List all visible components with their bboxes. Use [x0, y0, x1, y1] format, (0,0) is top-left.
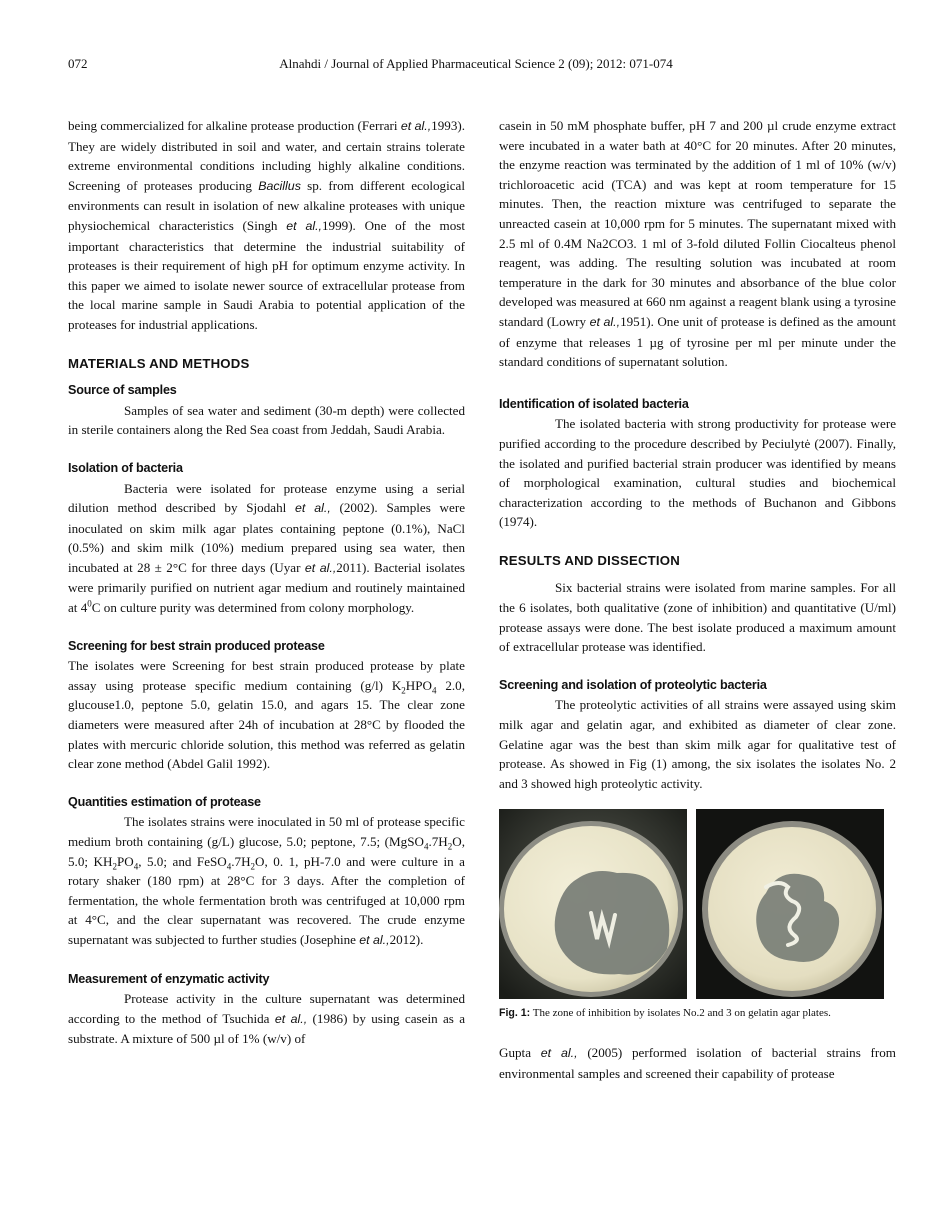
enzyme-assay-paragraph: casein in 50 mM phosphate buffer, pH 7 and 200 µl crude enzyme extract were incubated in a water bath at 40°C for 20 minutes. After 20 minutes, the enzyme reaction was terminated by the addition of 1 ml of 10% (w/v) trichloroacetic acid (TCA) and was kept at room temperature for 15 minutes. Then, the reaction mixture was centrifuged to separate the unreacted casein at 10,000 rpm for 5 minutes. The supernatant mixed with 2.5 ml of 0.4M Na2CO3. 1 ml of 3-fold diluted Follin Ciocalteus phenol reagent, was adding. The resulting solution was incubated at room temperature in the dark for 30 minutes and absorbance of the blue color developed was measured at 660 nm against a reagent blank using a tyrosine standard (Lowry et al.,1951). One unit of protease is defined as the amount of enzyme that releases 1 µg of tyrosine per ml per minute under the standard conditions of supernatant solution.	[499, 118, 896, 370]
source-heading: Source of samples	[68, 383, 177, 398]
isolation-paragraph: Bacteria were isolated for protease enzyme using a serial dilution method described by Sjodahl et al., (2002). Samples were inoculated on skim milk agar plates containing peptone (0.1%), NaCl (0.5%) and skim milk (10%) medium prepared using sea water, then incubated at 28 ± 2°C for three days (Uyar et al.,2011). Bacterial isolates were primarily purified on nutrient agar medium and routinely maintained at $4^0C$ on culture purity was determined from colony morphology.	[68, 480, 465, 616]
intro-paragraph: being commercialized for alkaline protease production (Ferrari et al.,1993). They are widely distributed in soil and water, and certain strains tolerate extreme environmental conditions including highly alkaline conditions. Screening of proteases producing Bacillus sp. from different ecological environments can result in isolation of new alkaline proteases with unique physiochemical characteristics (Singh et al.,1999). One of the most important characteristics that determine the industrial suitability of proteases is their requirement of high pH for optimum enzyme activity. In this paper we aimed to isolate newer source of extracellular protease from the local marine sample in Saudi Arabia to potential application of the proteases for industrial applications.	[68, 118, 465, 332]
materials-heading: MATERIALS AND METHODS	[68, 355, 250, 371]
source-paragraph: Samples of sea water and sediment (30-m depth) were collected in sterile containers along the Red Sea coast from Jeddah, Saudi Arabia.	[68, 402, 465, 438]
quantities-heading: Quantities estimation of protease	[68, 794, 261, 809]
results-paragraph: Six bacterial strains were isolated from marine samples. For all the 6 isolates, both qualitative (zone of inhibition) and quantitative (U/ml) protease assays were done. The best isolate produced a maximum amount of extracellular protease was identified.	[499, 580, 896, 655]
screening-isolation-paragraph: The proteolytic activities of all strains were assayed using skim milk agar and gelatin agar, and exhibited as diameter of clear zone. Gelatine agar was the best than skim milk agar for qualitative test of protease. As showed in Fig (1) among, the six isolates the isolates No. 2 and 3 showed high proteolytic activity.	[499, 697, 896, 791]
plate-isolate-2-image	[499, 809, 687, 999]
plate-isolate-3-image	[696, 809, 884, 999]
isolation-heading: Isolation of bacteria	[68, 460, 183, 475]
screening-isolation-heading: Screening and isolation of proteolytic bacteria	[499, 677, 767, 692]
quantities-paragraph: The isolates strains were inoculated in 50 ml of protease specific medium broth containing (g/L) glucose, 5.0; peptone, 7.5; ($MgSO_4.7H_2O$, 5.0; $KH_2PO_4$, 5.0; and $FeSO_4.7H_2O$, 0. 1, pH-7.0 and were culture in a rotary shaker (180 rpm) at 28°C for 3 days. After the completion of fermentation, the whole fermentation broth was centrifuged at 10,000 rpm at 4°C, and the clear supernatant was recovered. The crude enzyme supernatant was subjected to further studies (Josephine et al.,2012).	[68, 814, 465, 947]
results-heading: RESULTS AND DISSECTION	[499, 552, 680, 568]
figure-1	[499, 809, 896, 999]
screening-paragraph: The isolates were Screening for best strain produced protease by plate assay using protease specific medium containing (g/l) $K_2HPO_4$ 2.0, glucouse1.0, peptone 5.0, gelatin 15.0, and agars 15. The clear zone diameters were measured after 24h of incubation at 28°C by flooded the plates with mercuric chloride solution, this method was referred as gelatin clear zone method (Abdel Galil 1992).	[68, 658, 466, 772]
left-column	[68, 116, 465, 1049]
right-column	[499, 116, 896, 1083]
screening-heading: Screening for best strain produced protease	[68, 638, 325, 653]
identification-paragraph: The isolated bacteria with strong productivity for protease were purified according to the procedure described by Peciulytė (2007). Finally, the isolated and purified bacterial strain producer was identified by means of morphological examination, cultural studies and biochemical characterization according to the methods of Buchanon and Gibbons (1974).	[499, 416, 896, 530]
page-number: 072	[68, 56, 88, 71]
running-header: Alnahdi / Journal of Applied Pharmaceutical Science 2 (09); 2012: 071-074	[279, 56, 673, 71]
gupta-paragraph: Gupta et al., (2005) performed isolation of bacterial strains from environmental samples and screened their capability of protease	[499, 1045, 896, 1081]
measurement-paragraph: Protease activity in the culture supernatant was determined according to the method of Tsuchida et al., (1986) by using casein as a substrate. A mixture of 500 µl of 1% (w/v) of	[68, 991, 466, 1047]
measurement-heading: Measurement of enzymatic activity	[68, 971, 270, 986]
figure-1-caption: Fig. 1: The zone of inhibition by isolates No.2 and 3 on gelatin agar plates.	[499, 1007, 831, 1020]
identification-heading: Identification of isolated bacteria	[499, 396, 689, 411]
